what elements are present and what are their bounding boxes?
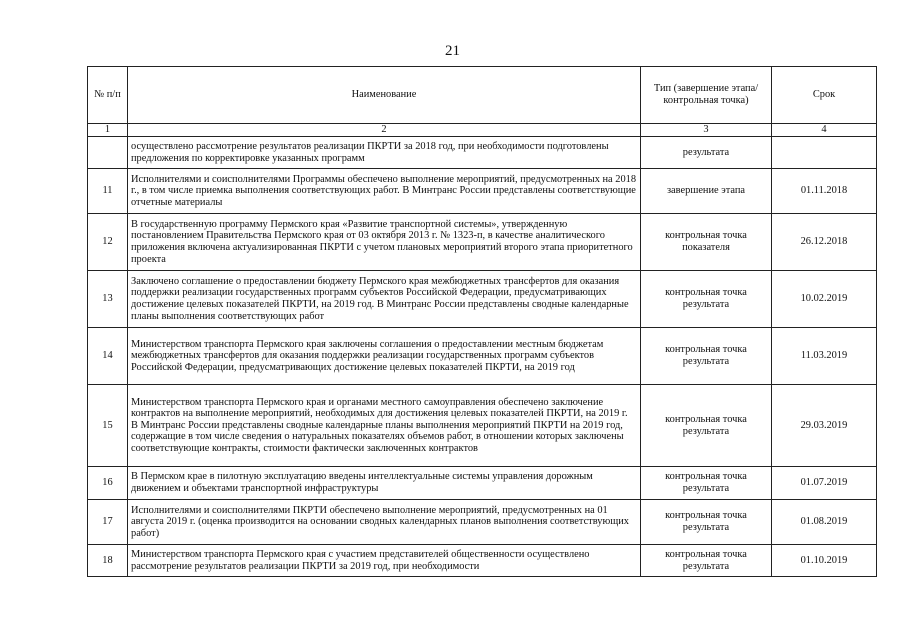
row-num — [88, 137, 128, 169]
row-name: осуществлено рассмотрение результатов реализации ПКРТИ за 2018 год, при необходимости подготовлены предложения по корректировке указанных программ — [128, 137, 641, 169]
row-name: Исполнителями и соисполнителями Программы обеспечено выполнение мероприятий, предусмотренных на 2018 г., в том числе приемка выполнения соответствующих работ. В Минтранс России представлены соответствующие отчетные материалы — [128, 169, 641, 214]
row-type: результата — [641, 137, 772, 169]
index-cell: 4 — [772, 124, 877, 137]
row-name: Заключено соглашение о предоставлении бюджету Пермского края межбюджетных трансфертов для оказания поддержки реализации государственных программ субъектов Российской Федерации, предусматривающих достижение целевых показателей ПКРТИ, на 2019 год. В Минтранс России представлены сводные календарные планы выполнения соответствующих работ — [128, 271, 641, 328]
row-num: 17 — [88, 500, 128, 545]
row-type: контрольная точка результата — [641, 545, 772, 577]
table-row — [88, 500, 877, 545]
row-num: 13 — [88, 271, 128, 328]
row-name: В Пермском крае в пилотную эксплуатацию введены интеллектуальные системы управления дорожным движением и объектами транспортной инфраструктуры — [128, 467, 641, 500]
row-type: контрольная точка результата — [641, 328, 772, 385]
index-cell: 3 — [641, 124, 772, 137]
header-num: № п/п — [88, 67, 128, 124]
row-type: контрольная точка показателя — [641, 214, 772, 271]
row-due: 11.03.2019 — [772, 328, 877, 385]
row-num: 15 — [88, 385, 128, 467]
table-row — [88, 545, 877, 577]
row-due: 01.08.2019 — [772, 500, 877, 545]
row-type: контрольная точка результата — [641, 467, 772, 500]
row-name: Министерством транспорта Пермского края и органами местного самоуправления обеспечено заключение контрактов на выполнение мероприятий, необходимых для достижения целевых показателей ПКРТИ, на 2019 г. В Минтранс России представлены сводные календарные планы выполнения мероприятий ПКРТИ на 2019 год, содержащие в том числе сведения о натуральных показателях объемов работ, в отношении которых заключены соответствующие контракты, стоимости фактически заключенных контрактов — [128, 385, 641, 467]
header-due: Срок — [772, 67, 877, 124]
index-cell: 2 — [128, 124, 641, 137]
row-type: контрольная точка результата — [641, 271, 772, 328]
row-num: 18 — [88, 545, 128, 577]
table-index-row — [88, 124, 877, 137]
header-type: Тип (завершение этапа/контрольная точка) — [641, 67, 772, 124]
row-name: В государственную программу Пермского края «Развитие транспортной системы», утвержденную постановлением Правительства Пермского края от 03 октября 2013 г. № 1323-п, в качестве аналитического приложения включена актуализированная ПКРТИ с учетом плановых мероприятий второго этапа приоритетного проекта — [128, 214, 641, 271]
table-row — [88, 169, 877, 214]
row-due — [772, 137, 877, 169]
row-num: 16 — [88, 467, 128, 500]
row-due: 26.12.2018 — [772, 214, 877, 271]
page-number: 21 — [445, 43, 460, 59]
row-name: Министерством транспорта Пермского края заключены соглашения о предоставлении местным бюджетам межбюджетных трансфертов для оказания поддержки реализации государственных программ субъектов Российской Федерации, предусматривающих достижение целевых показателей ПКРТИ, на 2019 год — [128, 328, 641, 385]
index-cell: 1 — [88, 124, 128, 137]
row-type: завершение этапа — [641, 169, 772, 214]
row-name: Исполнителями и соисполнителями ПКРТИ обеспечено выполнение мероприятий, предусмотренных на 01 августа 2019 г. (оценка производится на основании сводных календарных планов выполнения соответствующих работ) — [128, 500, 641, 545]
table-row — [88, 137, 877, 169]
row-due: 01.10.2019 — [772, 545, 877, 577]
table-row — [88, 328, 877, 385]
table-row — [88, 385, 877, 467]
row-num: 12 — [88, 214, 128, 271]
row-num: 11 — [88, 169, 128, 214]
header-name: Наименование — [128, 67, 641, 124]
table-row — [88, 271, 877, 328]
table-header-row — [88, 67, 877, 124]
row-due: 29.03.2019 — [772, 385, 877, 467]
table-row — [88, 214, 877, 271]
row-due: 10.02.2019 — [772, 271, 877, 328]
row-type: контрольная точка результата — [641, 500, 772, 545]
row-type: контрольная точка результата — [641, 385, 772, 467]
row-name: Министерством транспорта Пермского края с участием представителей общественности осуществлено рассмотрение результатов реализации ПКРТИ за 2019 год, при необходимости — [128, 545, 641, 577]
table-row — [88, 467, 877, 500]
milestones-table — [87, 66, 877, 577]
row-num: 14 — [88, 328, 128, 385]
row-due: 01.11.2018 — [772, 169, 877, 214]
row-due: 01.07.2019 — [772, 467, 877, 500]
